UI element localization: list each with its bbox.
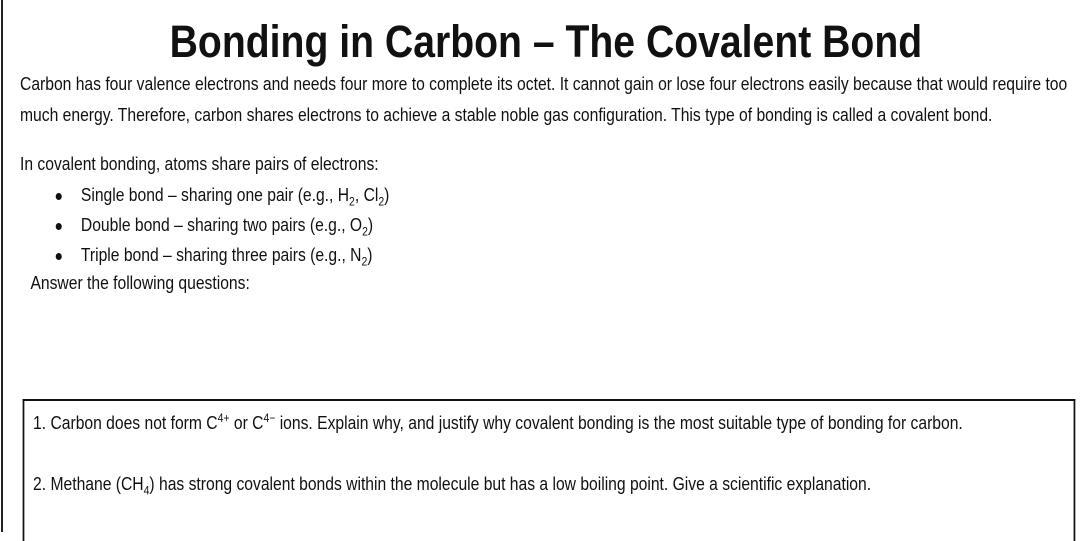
questions-heading: Answer the following questions: bbox=[30, 273, 250, 293]
question-2: 2. Methane $(CH_4)$ has strong covalent bonds within the molecule but has a low boiling point. Give a scientific explanation. bbox=[33, 474, 872, 498]
questions-box bbox=[23, 399, 1076, 541]
list-item-single-bond: Single bond – sharing one pair (e.g., $H_2$, $Cl_2$) bbox=[20, 180, 389, 210]
lead-text: In covalent bonding, atoms share pairs of electrons: bbox=[20, 154, 379, 174]
question-1: 1. Carbon does not form $C^{4+}$ or $C^{4-}$ ions. Explain why, and justify why covalent bonding is the most suitable type of bonding for carbon. bbox=[33, 411, 963, 433]
bond-list bbox=[20, 180, 389, 270]
list-item-double-bond: Double bond – sharing two pairs (e.g., $O_2$) bbox=[20, 210, 389, 240]
list-item-triple-bond: Triple bond – sharing three pairs (e.g., $N_2$) bbox=[20, 240, 389, 270]
intro-paragraph: Carbon has four valence electrons and needs four more to complete its octet. It cannot gain or lose four electrons easily because that would require too much energy. Therefore, carbon shares electrons to achieve a stable noble gas configuration. This type of bonding is called a covalent bond. bbox=[20, 74, 1068, 125]
page-title: Bonding in Carbon – The Covalent Bond bbox=[169, 16, 923, 67]
page-border bbox=[1, 0, 3, 532]
